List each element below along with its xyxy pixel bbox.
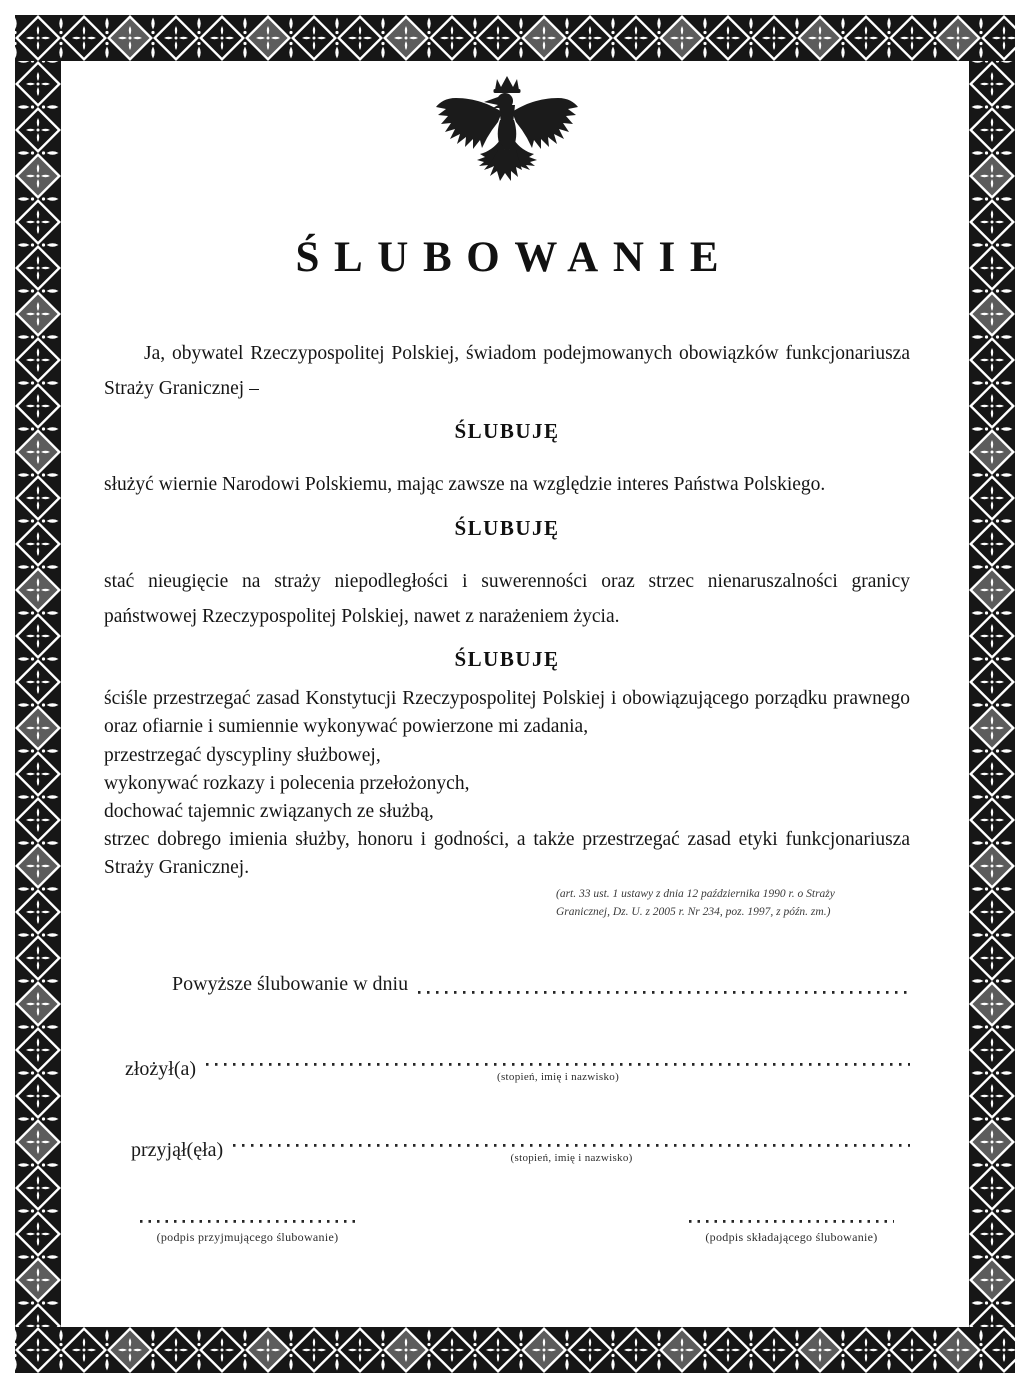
legal-basis: [556, 886, 896, 922]
signature-right: [689, 1220, 894, 1245]
legal-basis-line-1: (art. 33 ust. 1 ustawy z dnia 12 października 1990 r. o Straży: [556, 887, 835, 900]
signature-right-caption: (podpis składającego ślubowanie): [705, 1229, 878, 1244]
signature-left: [140, 1220, 355, 1245]
date-label: Powyższe ślubowanie w dniu: [172, 972, 409, 995]
intro-paragraph: Ja, obywatel Rzeczypospolitej Polskiej, świadom podejmowanych obowiązków funkcjonariusza Straży Granicznej –: [104, 343, 910, 400]
signature-left-dotted-line: [140, 1220, 355, 1223]
signature-right-dotted-line: [689, 1220, 894, 1223]
pledge-third-line-3: wykonywać rozkazy i polecenia przełożonych,: [104, 772, 470, 794]
submitted-by-dotted-line: [206, 1042, 910, 1066]
document-content: [104, 60, 910, 1245]
submitted-by-row: [125, 1042, 910, 1083]
legal-basis-line-2: Granicznej, Dz. U. z 2005 r. Nr 234, poz. 1997, z późn. zm.): [556, 905, 831, 918]
oath-heading-3: ŚLUBUJĘ: [454, 647, 560, 672]
signature-row: [104, 1220, 910, 1245]
submitted-rank-name-caption: (stopień, imię i nazwisko): [497, 1070, 620, 1083]
signature-left-caption: (podpis przyjmującego ślubowanie): [156, 1229, 339, 1244]
pledge-third-line-1: ściśle przestrzegać zasad Konstytucji Rzeczypospolitej Polskiej i obowiązującego porządku prawnego oraz ofiarnie i sumiennie wykonywać powierzone mi zadania,: [104, 688, 910, 738]
pledge-third: [104, 685, 910, 882]
date-row: [172, 970, 910, 998]
accepted-by-field: [233, 1123, 910, 1164]
submitted-by-field: [206, 1042, 910, 1083]
polish-eagle-emblem: [432, 74, 582, 212]
pledge-first: służyć wiernie Narodowi Polskiemu, mając zawsze na względzie interes Państwa Polskiego.: [104, 474, 826, 496]
pledge-third-line-5: strzec dobrego imienia służby, honoru i godności, a także przestrzegać zasad etyki funkcjonariusza Straży Granicznej.: [104, 828, 910, 878]
accepted-by-label: przyjął(ęła): [131, 1138, 224, 1161]
accepted-by-dotted-line: [233, 1123, 910, 1147]
page-title: ŚLUBOWANIE: [295, 234, 734, 281]
crown: [495, 76, 519, 90]
accepted-by-row: [131, 1123, 910, 1164]
date-dotted-line: [418, 970, 908, 994]
pledge-second: stać nieugięcie na straży niepodległości i suwerenności oraz strzec nienaruszalności granicy państwowej Rzeczypospolitej Polskiej, nawet z narażeniem życia.: [104, 570, 910, 627]
pledge-third-line-2: przestrzegać dyscypliny służbowej,: [104, 744, 381, 766]
pledge-third-line-4: dochować tajemnic związanych ze służbą,: [104, 800, 434, 822]
emblem-area: [104, 74, 910, 217]
oath-heading-2: ŚLUBUJĘ: [454, 515, 560, 540]
oath-heading-1: ŚLUBUJĘ: [454, 419, 560, 444]
accepted-rank-name-caption: (stopień, imię i nazwisko): [510, 1151, 633, 1164]
submitted-by-label: złożył(a): [125, 1057, 197, 1080]
